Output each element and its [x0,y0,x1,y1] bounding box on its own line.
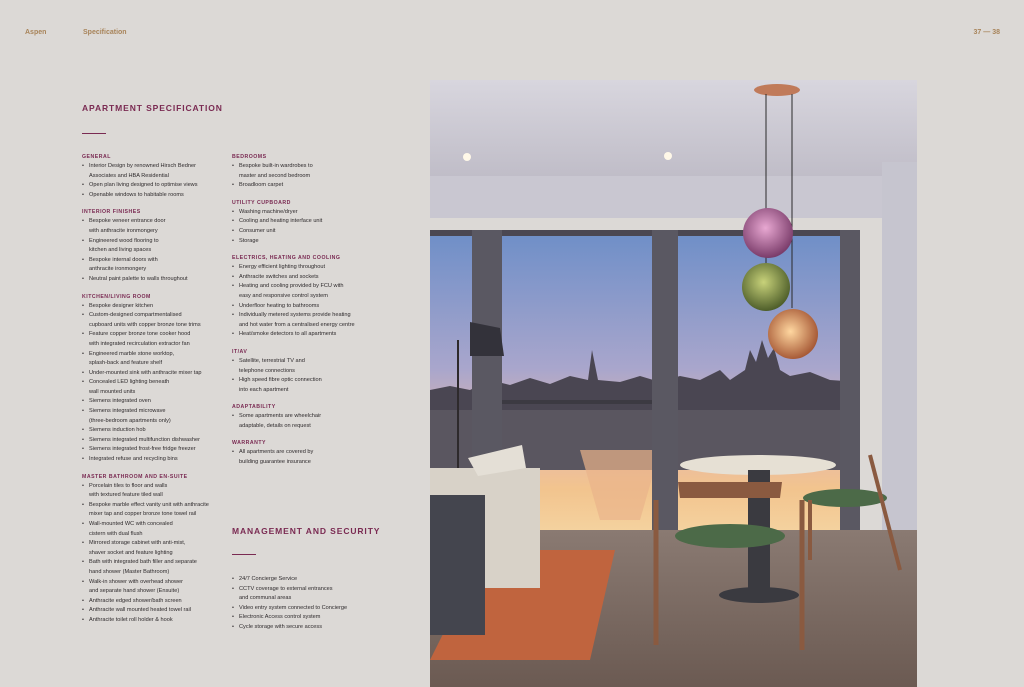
list-item: • Energy efficient lighting throughout [232,263,382,273]
list-item: • Anthracite edged shower/bath screen [82,597,232,607]
list-item: • Openable windows to habitable rooms [82,191,232,201]
list-item: • Bespoke internal doors with anthracite ironmongery [82,256,232,275]
spec-section-bedrooms [232,153,382,191]
list-item: • Storage [232,237,382,247]
section-heading: GENERAL [82,154,111,160]
section-heading: MASTER BATHROOM AND EN-SUITE [82,473,188,480]
list-item: • Broadloom carpet [232,181,382,191]
list-item: • Siemens integrated frost-free fridge freezer [82,445,232,455]
list-item: • Siemens integrated multifunction dishwasher [82,436,232,446]
section-heading: KITCHEN/LIVING ROOM [82,293,151,300]
list-item: • Anthracite toilet roll holder & hook [82,616,232,626]
list-item: • Bespoke veneer entrance door with anthracite ironmongery [82,217,232,236]
title-divider [82,133,106,134]
section-heading: UTILITY CUPBOARD [232,199,291,206]
spec-list [82,482,232,626]
list-item: • Walk-in shower with overhead shower and separate hand shower (Ensuite) [82,578,232,597]
spec-list [82,162,232,200]
section-heading: BEDROOMS [232,154,267,160]
spec-section-electrics-heating-and-cooling [232,254,382,340]
management-title: MANAGEMENT AND SECURITY [232,526,381,536]
spec-section-general [82,153,232,200]
spec-list [232,357,382,395]
list-item: • Video entry system connected to Concierge [232,604,412,614]
management-list [232,575,412,633]
list-item: • Engineered marble stone worktop, splash-back and feature shelf [82,350,232,369]
list-item: • Bespoke designer kitchen [82,302,232,312]
list-item: • Some apartments are wheelchair adaptable, details on request [232,412,382,431]
section-heading: ADAPTABILITY [232,404,276,411]
list-item: • Consumer unit [232,227,382,237]
list-item: • All apartments are covered by building guarantee insurance [232,448,382,467]
list-item: • Siemens integrated microwave (three-bedroom apartments only) [82,407,232,426]
list-item: • Concealed LED lighting beneath wall mounted units [82,378,232,397]
section-heading: INTERIOR FINISHES [82,209,141,216]
page-title: APARTMENT SPECIFICATION [82,103,223,113]
spec-list [82,302,232,465]
page-numbers: 37 — 38 [973,29,1000,36]
list-item: • Anthracite wall mounted heated towel rail [82,606,232,616]
list-item: • Bath with integrated bath filler and separate hand shower (Master Bathroom) [82,558,232,577]
list-item: • Electronic Access control system [232,613,412,623]
list-item: • Satellite, terrestrial TV and telephone connections [232,357,382,376]
spec-section-kitchen-living-room [82,293,232,465]
spec-list [82,217,232,284]
list-item: • Custom-designed compartmentalised cupboard units with copper bronze tone trims [82,311,232,330]
spec-section-utility-cupboard [232,199,382,246]
section-name: Specification [83,29,127,36]
list-item: • Bespoke marble effect vanity unit with anthracite mixer tap and copper bronze tone towel rail [82,501,232,520]
spec-section-adaptability [232,403,382,431]
brand-name: Aspen [25,29,47,36]
spec-column-left [82,153,232,634]
spec-section-interior-finishes [82,208,232,284]
list-item: • Siemens integrated oven [82,397,232,407]
list-item: • Cycle storage with secure access [232,623,412,633]
management-divider [232,554,256,555]
list-item: • Under-mounted sink with anthracite mixer tap [82,369,232,379]
section-heading: IT/AV [232,348,248,355]
list-item: • Anthracite switches and sockets [232,273,382,283]
list-item: • Siemens induction hob [82,426,232,436]
list-item: • Engineered wood flooring to kitchen and living spaces [82,237,232,256]
list-item: • Neutral paint palette to walls throughout [82,275,232,285]
list-item: • CCTV coverage to external entrances and communal areas [232,585,412,604]
spec-list [232,263,382,340]
list-item: • Wall-mounted WC with concealed cistern with dual flush [82,520,232,539]
spec-list [232,162,382,191]
list-item: • Feature copper bronze tone cooker hood with integrated recirculation extractor fan [82,330,232,349]
spec-list [232,208,382,246]
spec-column-right [232,153,382,476]
list-item: • 24/7 Concierge Service [232,575,412,585]
section-heading: WARRANTY [232,440,266,447]
list-item: • Washing machine/dryer [232,208,382,218]
list-item: • High speed fibre optic connection into each apartment [232,376,382,395]
list-item: • Integrated refuse and recycling bins [82,455,232,465]
apartment-interior-photo [430,80,917,687]
spec-list [232,412,382,431]
spec-section-warranty [232,439,382,467]
list-item: • Bespoke built-in wardrobes to master and second bedroom [232,162,382,181]
page-header [0,29,1024,41]
list-item: • Interior Design by renowned Hirsch Bedner Associates and HBA Residential [82,162,232,181]
list-item: • Cooling and heating interface unit [232,217,382,227]
list-item: • Heat/smoke detectors to all apartments [232,330,382,340]
spec-list [232,448,382,467]
list-item: • Mirrored storage cabinet with anti-mist, shaver socket and feature lighting [82,539,232,558]
list-item: • Underfloor heating to bathrooms [232,302,382,312]
section-heading: ELECTRICS, HEATING AND COOLING [232,255,341,262]
spec-section-it-av [232,348,382,395]
list-item: • Individually metered systems provide heating and hot water from a centralised energy centre [232,311,382,330]
list-item: • Porcelain tiles to floor and walls with textured feature tiled wall [82,482,232,501]
spec-section-master-bathroom-and-en-suite [82,473,232,626]
list-item: • Open plan living designed to optimise views [82,181,232,191]
list-item: • Heating and cooling provided by FCU with easy and responsive control system [232,282,382,301]
